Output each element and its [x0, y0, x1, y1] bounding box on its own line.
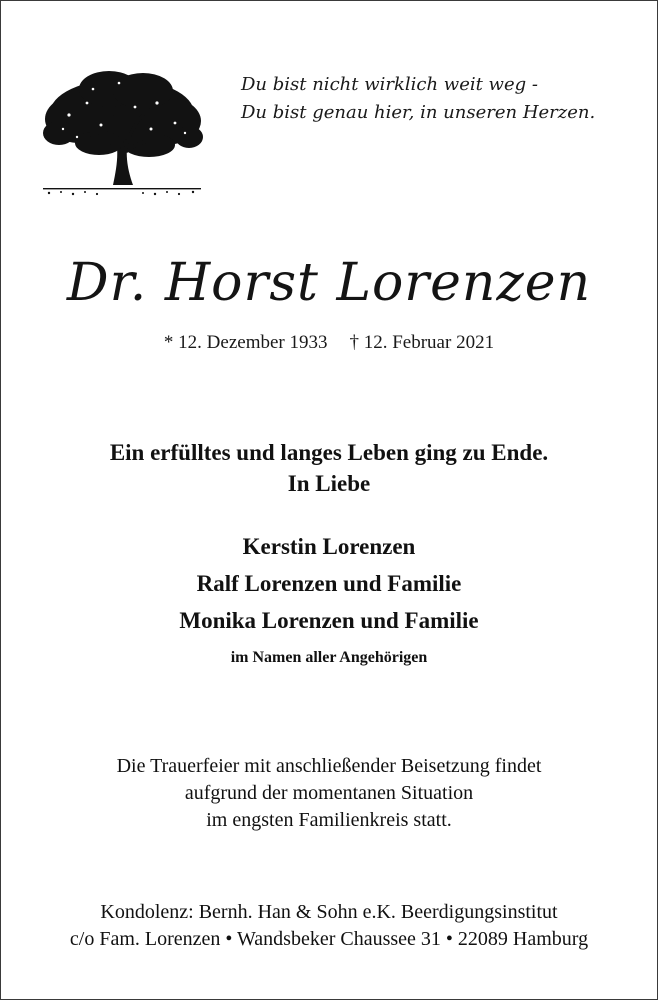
deceased-name: Dr. Horst Lorenzen [66, 253, 592, 313]
mourner-name: Ralf Lorenzen und Familie [196, 571, 462, 596]
death-date: † 12. Februar 2021 [349, 332, 495, 353]
ceremony-line-3: im engsten Familienkreis statt. [206, 809, 452, 831]
message [1, 437, 657, 499]
ceremony-notice [1, 753, 657, 834]
message-line-2: In Liebe [287, 471, 371, 496]
quote-line-2: Du bist genau hier, in unseren Herzen. [241, 102, 596, 123]
condolence-contact [1, 899, 657, 953]
mourner-name: Kerstin Lorenzen [242, 534, 416, 559]
contact-line-2: c/o Fam. Lorenzen • Wandsbeker Chaussee 31 • 22089 Hamburg [69, 928, 589, 950]
contact-line-1: Kondolenz: Bernh. Han & Sohn e.K. Beerdigungsinstitut [100, 901, 558, 923]
quote-line-1: Du bist nicht wirklich weit weg - [241, 74, 538, 95]
tree-icon [39, 67, 205, 197]
birth-date: * 12. Dezember 1933 [163, 332, 328, 353]
ceremony-line-1: Die Trauerfeier mit anschließender Beisetzung findet [116, 755, 542, 777]
mourners-list [1, 528, 657, 639]
quote [241, 71, 641, 127]
mourner-name: Monika Lorenzen und Familie [179, 608, 479, 633]
on-behalf-line: im Namen aller Angehörigen [230, 649, 428, 666]
message-line-1: Ein erfülltes und langes Leben ging zu Ende. [109, 440, 549, 465]
ceremony-line-2: aufgrund der momentanen Situation [184, 782, 474, 804]
life-dates [1, 332, 657, 354]
